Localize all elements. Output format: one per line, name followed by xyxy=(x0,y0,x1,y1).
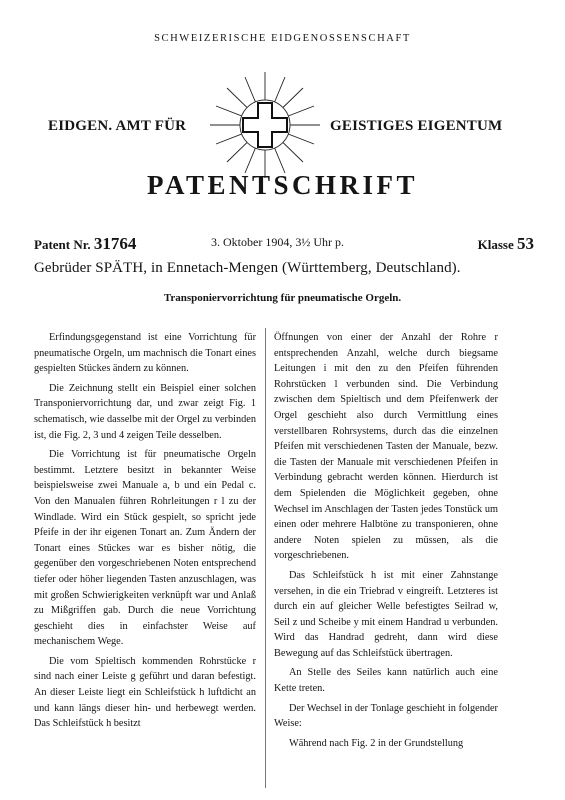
paragraph: Die Vorrichtung ist für pneumatische Orgeln bestimmt. Letztere besitzt in bekannter Weise beispielsweise zwei Manuale a, b und ein Pedal c. Von den Manualen führen Rohrleitungen r l zu der Windlade. Wird ein Stück gespielt, so spricht jede Pfeife in der ihr eigenen Tonart an. Zum Ändern der Tonart eines Stückes war es bisher nötig, die gegenüber den vorgeschriebenen Noten entsprechend tiefer oder höher liegenden Tasten anzuschlagen, was mit großen Schwierigkeiten verknüpft war und Anlaß zu Mißgriffen gab. Durch die neue Vorrichtung geschieht dies in einfachster Weise auf mechanischem Wege. xyxy=(34,449,256,648)
patent-label: Patent Nr. xyxy=(34,237,91,252)
paragraph: Das Schleifstück h ist mit einer Zahnstange versehen, in die ein Triebrad v eingreift. Letzteres ist durch ein auf gleicher Welle befestigtes Seilrad w, Seil z und Scheibe y mit einem Handrad u verbunden. Wird das Handrad gedreht, dann wird diese Bewegung auf das Schleifstück übertragen. xyxy=(274,569,498,659)
document-title: PATENTSCHRIFT xyxy=(146,170,419,200)
class-block xyxy=(478,234,534,254)
paragraph: An Stelle des Seiles kann natürlich auch eine Kette treten. xyxy=(274,667,498,695)
class-number: 53 xyxy=(517,234,534,253)
confederation-header: SCHWEIZERISCHE EIDGENOSSENSCHAFT xyxy=(154,33,411,44)
paragraph: Die vom Spieltisch kommenden Rohrstücke r sind nach einer Leiste g geführt und daran befestigt. An dieser Leiste liegt ein Schleifstück h luftdicht an und kann längs dieser hin- und herbewegt werden. Das Schleifstück h besitzt xyxy=(34,655,256,730)
paragraph: Die Zeichnung stellt ein Beispiel einer solchen Transponiervorrichtung dar, und zwar zeigt Fig. 1 schematisch, wie dasselbe mit der Orgel zu verbinden ist, die Fig. 2, 3 und 4 zeigen Teile desselben. xyxy=(34,382,256,441)
applicant-line: Gebrüder SPÄTH, in Ennetach-Mengen (Württemberg, Deutschland). xyxy=(34,260,461,276)
patent-number-block xyxy=(34,234,136,254)
text-column-right xyxy=(274,330,498,755)
patent-number: 31764 xyxy=(93,234,137,253)
invention-subject: Transponiervorrichtung für pneumatische Orgeln. xyxy=(163,292,402,304)
paragraph: Der Wechsel in der Tonlage geschieht in folgender Weise: xyxy=(274,702,498,730)
paragraph: Erfindungsgegenstand ist eine Vorrichtung für pneumatische Orgeln, um machnisch die Tonart eines gespielten Stückes ändern zu können. xyxy=(34,332,256,375)
patent-meta-row xyxy=(34,232,534,252)
text-column-left xyxy=(34,330,256,736)
paragraph: Während nach Fig. 2 in der Grundstellung xyxy=(289,737,464,749)
office-title-right: GEISTIGES EIGENTUM xyxy=(330,118,503,134)
paragraph: Öffnungen von einer der Anzahl der Rohre r entsprechenden Anzahl, welche durch biegsame Leitungen i mit den zu den Pfeifen führenden Rohrstücken l verbunden sind. Die Verbindung zwischen dem Spieltisch und dem Pfeifenwerk der Orgel geschieht also durch Vermittlung eines verstellbaren Rohrsystems, durch das die einzelnen Pfeifen mit verschiedenen Tasten der Manuale, bezw. die Tasten der Manuale mit verschiedenen Pfeifen in Verbindung gebracht werden können. Hierdurch ist dem Spielenden die Möglichkeit gegeben, ohne Wechsel im Anschlagen der Tasten jedes Tonstück um einen oder mehrere Halbtöne zu transponieren, ohne andere Noten spielen zu müssen, als die vorgeschriebenen. xyxy=(274,332,498,562)
office-title-left: EIDGEN. AMT FÜR xyxy=(48,118,187,134)
column-divider xyxy=(265,328,266,788)
class-label: Klasse xyxy=(477,237,514,252)
filing-date: 3. Oktober 1904, 3½ Uhr p. xyxy=(211,235,344,249)
swiss-cross-emblem-icon xyxy=(200,70,330,180)
